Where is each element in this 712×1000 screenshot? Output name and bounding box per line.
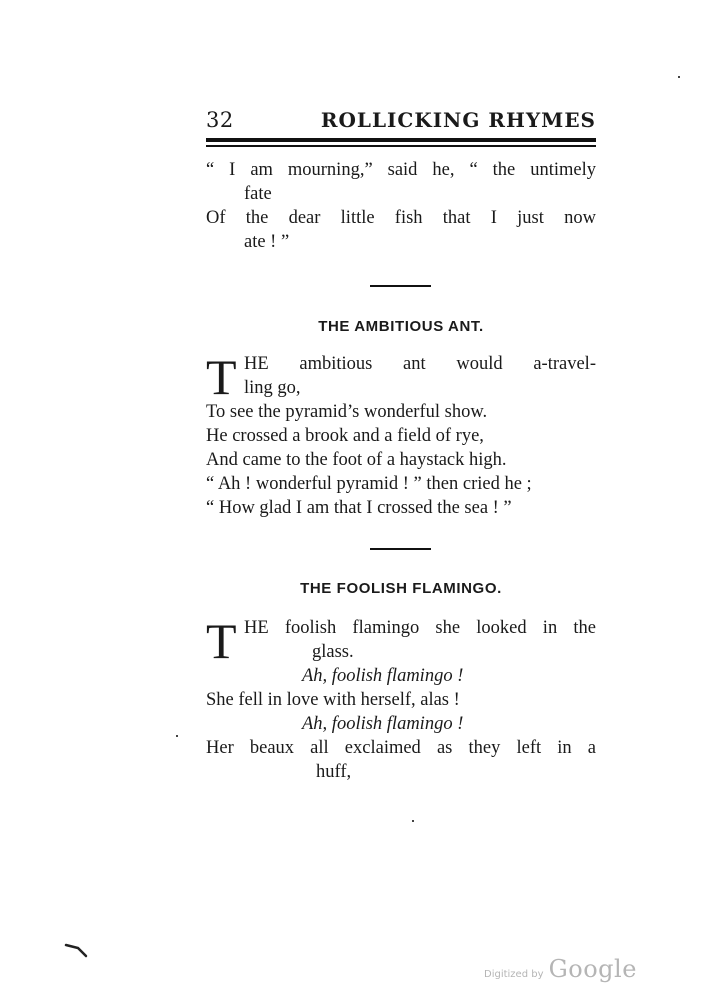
verse-line: “ I am mourning,” said he, “ the untimely xyxy=(206,160,596,180)
verse-line: ate ! ” xyxy=(244,232,290,252)
poem-title-foolish-flamingo: THE FOOLISH FLAMINGO. xyxy=(300,580,502,597)
verse-line: glass. xyxy=(312,642,354,662)
verse-line: She fell in love with herself, alas ! xyxy=(206,690,460,710)
verse-line: “ Ah ! wonderful pyramid ! ” then cried he ; xyxy=(206,474,532,494)
header-rule-thin xyxy=(206,145,596,147)
digitized-watermark xyxy=(484,955,637,983)
scan-speck xyxy=(412,820,414,822)
google-logo: Google xyxy=(548,955,637,983)
poem-title-ambitious-ant: THE AMBITIOUS ANT. xyxy=(318,318,484,335)
verse-line: HE foolish flamingo she looked in the xyxy=(244,618,596,638)
dropcap-paragraph xyxy=(206,613,596,669)
watermark-prefix: Digitized by xyxy=(484,969,544,980)
scan-mark-icon xyxy=(64,942,90,960)
verse-line: “ How glad I am that I crossed the sea ! ” xyxy=(206,498,512,518)
verse-line: Of the dear little fish that I just now xyxy=(206,208,596,228)
verse-line: ling go, xyxy=(244,378,301,398)
refrain-line: Ah, foolish flamingo ! xyxy=(302,666,464,686)
verse-line: fate xyxy=(244,184,272,204)
page-header xyxy=(206,104,596,134)
scan-speck xyxy=(678,76,680,78)
scan-speck xyxy=(176,735,178,737)
verse-line: Her beaux all exclaimed as they left in a xyxy=(206,738,596,758)
page-number: 32 xyxy=(206,108,234,132)
verse-line: And came to the foot of a haystack high. xyxy=(206,450,507,470)
section-divider xyxy=(370,548,431,550)
section-divider xyxy=(370,285,431,287)
poem-ambitious-ant xyxy=(206,349,596,520)
poem-foolish-flamingo xyxy=(206,613,596,784)
verse-line: He crossed a brook and a field of rye, xyxy=(206,426,484,446)
dropcap-paragraph xyxy=(206,349,596,405)
refrain-line: Ah, foolish flamingo ! xyxy=(302,714,464,734)
verse-line: huff, xyxy=(316,762,352,782)
header-rule-thick xyxy=(206,138,596,142)
verse-line: HE ambitious ant would a-travel- xyxy=(244,354,596,374)
opening-stanza xyxy=(206,158,596,254)
dropcap-letter: T xyxy=(206,349,237,405)
running-title: ROLLICKING RHYMES xyxy=(320,108,596,132)
verse-line: To see the pyramid’s wonderful show. xyxy=(206,402,488,422)
dropcap-letter: T xyxy=(206,613,237,669)
